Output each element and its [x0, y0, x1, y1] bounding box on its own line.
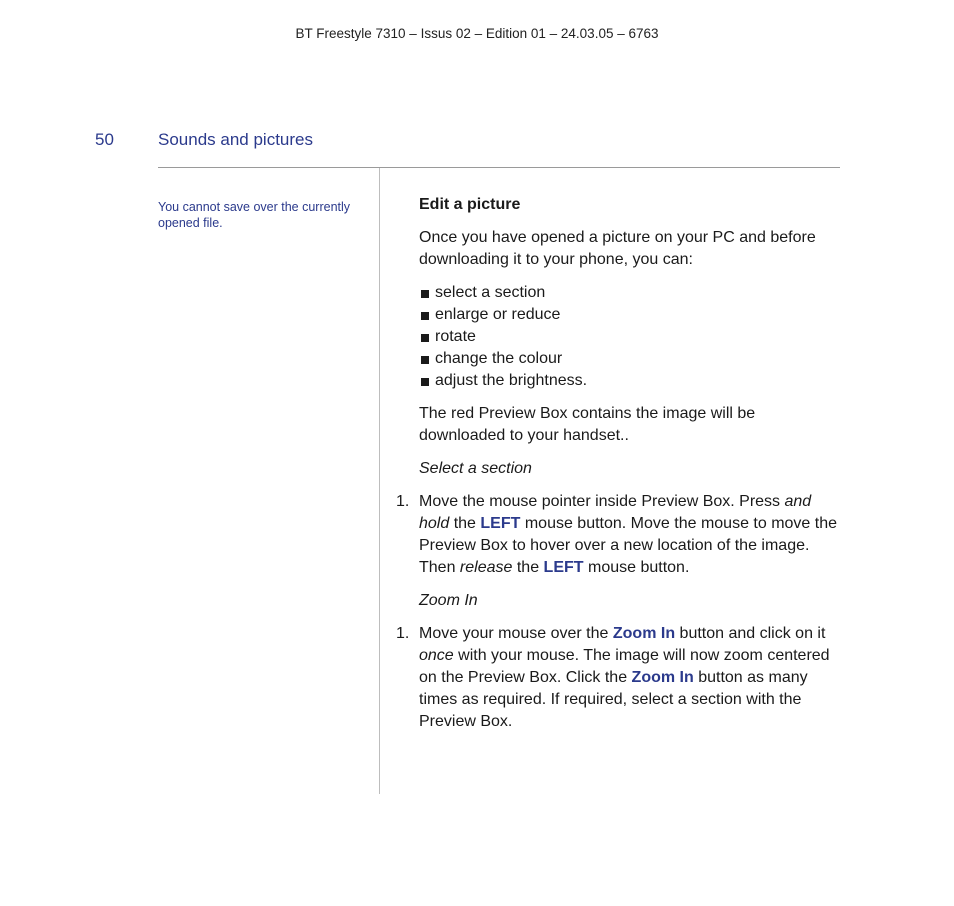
step-number: 1.	[396, 625, 410, 642]
step-text: mouse button.	[583, 559, 690, 576]
list-item-text: rotate	[435, 328, 476, 345]
emphasis-text: release	[459, 559, 513, 576]
step-text: Move the mouse pointer inside Preview Box. Press	[419, 493, 785, 510]
list-item-text: change the colour	[435, 350, 563, 367]
button-keyword: Zoom In	[631, 669, 694, 686]
content-heading: Edit a picture	[419, 196, 521, 213]
intro-paragraph: Once you have opened a picture on your PC and before downloading it to your phone, you can:	[419, 229, 816, 268]
square-bullet-icon	[421, 334, 429, 342]
section-title: Sounds and pictures	[158, 130, 313, 149]
step-text: button and click on it	[675, 625, 826, 642]
list-item-text: select a section	[435, 284, 546, 301]
running-header: BT Freestyle 7310 – Issus 02 – Edition 01 – 24.03.05 – 6763	[295, 26, 659, 41]
step-text: the	[512, 559, 544, 576]
page-number: 50	[95, 130, 114, 149]
column-divider	[379, 168, 380, 794]
button-keyword: Zoom In	[612, 625, 676, 642]
preview-note: The red Preview Box contains the image will be downloaded to your handset..	[419, 405, 756, 444]
step-text: mouse button. Move the mouse to move the Preview Box to hover over a new location of the image. Then	[419, 515, 838, 576]
step-text: the	[449, 515, 481, 532]
button-keyword: LEFT	[480, 515, 521, 532]
zoom-in-step	[396, 623, 839, 733]
square-bullet-icon	[421, 356, 429, 364]
list-item	[419, 326, 839, 348]
step-text: with your mouse. The image will now zoom centered on the Preview Box. Click the	[419, 647, 830, 686]
select-section-subheading: Select a section	[419, 460, 532, 477]
list-item	[419, 370, 839, 392]
square-bullet-icon	[421, 290, 429, 298]
emphasis-text: once	[419, 647, 454, 664]
list-item	[419, 282, 839, 304]
square-bullet-icon	[421, 312, 429, 320]
button-keyword: LEFT	[543, 559, 584, 576]
margin-note: You cannot save over the currently opened file.	[158, 200, 351, 230]
main-content	[396, 194, 839, 744]
step-text: Move your mouse over the	[419, 625, 613, 642]
emphasis-text: and hold	[419, 493, 812, 532]
list-item-text: adjust the brightness.	[435, 372, 588, 389]
step-number: 1.	[396, 493, 410, 510]
step-text: button as many times as required. If required, select a section with the Preview Box.	[419, 669, 808, 730]
select-section-step	[396, 491, 839, 579]
square-bullet-icon	[421, 378, 429, 386]
zoom-in-subheading: Zoom In	[419, 592, 478, 609]
header-divider	[158, 167, 840, 168]
list-item	[419, 304, 839, 326]
list-item-text: enlarge or reduce	[435, 306, 561, 323]
feature-list	[419, 282, 839, 392]
list-item	[419, 348, 839, 370]
